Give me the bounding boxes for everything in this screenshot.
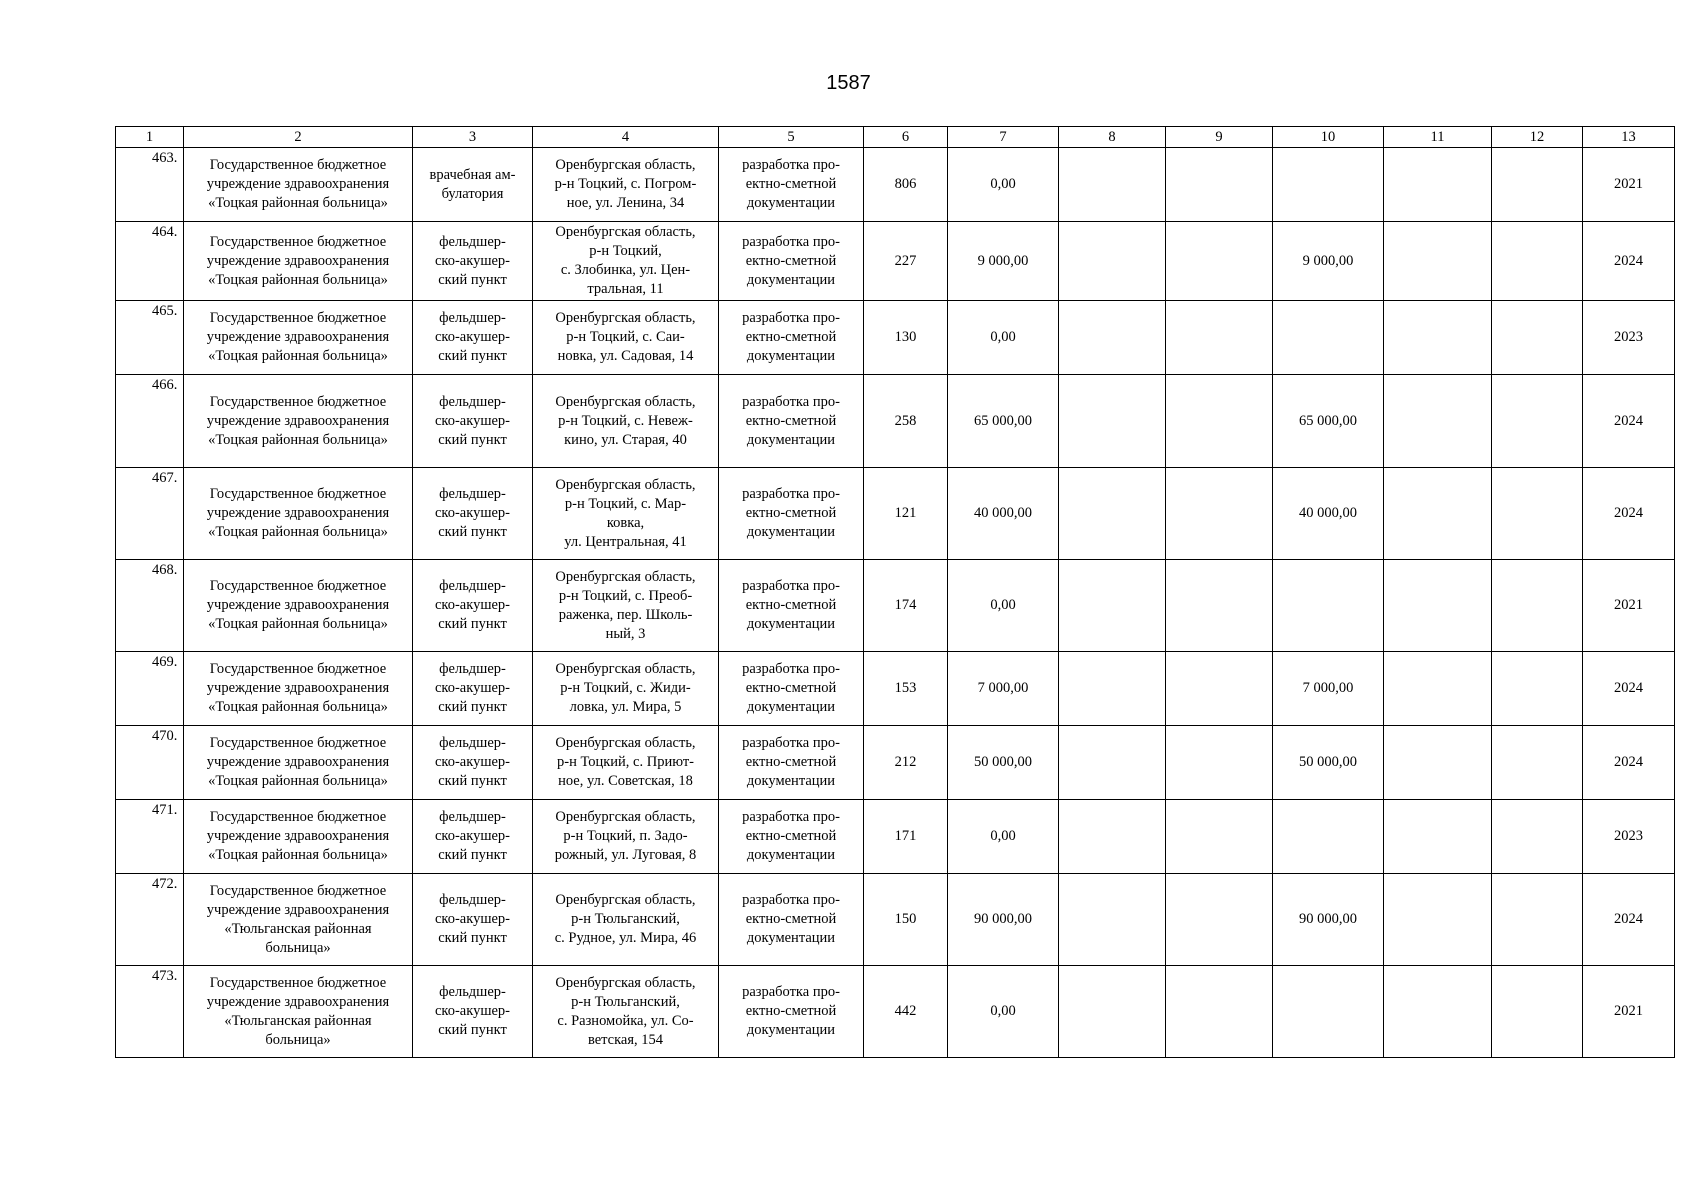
header-cell-5: 5: [719, 127, 864, 148]
col6-cell: 130: [864, 301, 948, 375]
facility-type-cell: фельдшер- ско-акушер- ский пункт: [413, 560, 533, 652]
organization-cell: Государственное бюджетное учреждение здравоохранения «Тюльганская районная больница»: [184, 874, 413, 966]
facility-type-cell: фельдшер- ско-акушер- ский пункт: [413, 874, 533, 966]
header-cell-12: 12: [1492, 127, 1583, 148]
col6-cell: 258: [864, 375, 948, 468]
col8-cell: [1059, 560, 1166, 652]
col8-cell: [1059, 148, 1166, 222]
table-row: [116, 468, 1675, 560]
table-row: [116, 874, 1675, 966]
page-number: 1587: [826, 72, 871, 94]
table-row: [116, 800, 1675, 874]
col11-cell: [1384, 148, 1492, 222]
address-cell: Оренбургская область, р-н Тоцкий, с. Мар- ковка, ул. Центральная, 41: [533, 468, 719, 560]
header-cell-9: 9: [1166, 127, 1273, 148]
col8-cell: [1059, 222, 1166, 301]
col13-cell: 2023: [1583, 301, 1675, 375]
row-number: 470.: [116, 726, 184, 800]
col6-cell: 212: [864, 726, 948, 800]
row-number: 472.: [116, 874, 184, 966]
row-number: 467.: [116, 468, 184, 560]
col11-cell: [1384, 468, 1492, 560]
col12-cell: [1492, 560, 1583, 652]
work-type-cell: разработка про- ектно-сметной документации: [719, 726, 864, 800]
col13-cell: 2021: [1583, 966, 1675, 1058]
header-cell-1: 1: [116, 127, 184, 148]
table-row: [116, 560, 1675, 652]
organization-cell: Государственное бюджетное учреждение здравоохранения «Тоцкая районная больница»: [184, 301, 413, 375]
col9-cell: [1166, 560, 1273, 652]
row-number: 465.: [116, 301, 184, 375]
table-row: [116, 301, 1675, 375]
col11-cell: [1384, 800, 1492, 874]
col10-cell: [1273, 560, 1384, 652]
col11-cell: [1384, 301, 1492, 375]
col9-cell: [1166, 966, 1273, 1058]
col12-cell: [1492, 652, 1583, 726]
col8-cell: [1059, 726, 1166, 800]
col9-cell: [1166, 652, 1273, 726]
col8-cell: [1059, 375, 1166, 468]
table-row: [116, 375, 1675, 468]
col7-cell: 0,00: [948, 800, 1059, 874]
col13-cell: 2021: [1583, 148, 1675, 222]
row-number: 473.: [116, 966, 184, 1058]
col7-cell: 0,00: [948, 301, 1059, 375]
address-cell: Оренбургская область, р-н Тюльганский, с. Разномойка, ул. Со- ветская, 154: [533, 966, 719, 1058]
col7-cell: 90 000,00: [948, 874, 1059, 966]
address-cell: Оренбургская область, р-н Тоцкий, с. Невеж- кино, ул. Старая, 40: [533, 375, 719, 468]
col6-cell: 153: [864, 652, 948, 726]
col13-cell: 2021: [1583, 560, 1675, 652]
col9-cell: [1166, 874, 1273, 966]
col12-cell: [1492, 966, 1583, 1058]
col13-cell: 2024: [1583, 652, 1675, 726]
work-type-cell: разработка про- ектно-сметной документации: [719, 301, 864, 375]
col13-cell: 2024: [1583, 375, 1675, 468]
col10-cell: 40 000,00: [1273, 468, 1384, 560]
col10-cell: [1273, 301, 1384, 375]
address-cell: Оренбургская область, р-н Тоцкий, п. Задо- рожный, ул. Луговая, 8: [533, 800, 719, 874]
row-number: 469.: [116, 652, 184, 726]
col9-cell: [1166, 222, 1273, 301]
col12-cell: [1492, 148, 1583, 222]
facility-type-cell: фельдшер- ско-акушер- ский пункт: [413, 966, 533, 1058]
organization-cell: Государственное бюджетное учреждение здравоохранения «Тоцкая районная больница»: [184, 375, 413, 468]
facility-type-cell: фельдшер- ско-акушер- ский пункт: [413, 222, 533, 301]
col8-cell: [1059, 301, 1166, 375]
col7-cell: 0,00: [948, 560, 1059, 652]
col9-cell: [1166, 148, 1273, 222]
col10-cell: [1273, 966, 1384, 1058]
address-cell: Оренбургская область, р-н Тоцкий, с. Жиди- ловка, ул. Мира, 5: [533, 652, 719, 726]
header-cell-7: 7: [948, 127, 1059, 148]
col9-cell: [1166, 726, 1273, 800]
row-number: 463.: [116, 148, 184, 222]
header-cell-10: 10: [1273, 127, 1384, 148]
work-type-cell: разработка про- ектно-сметной документации: [719, 652, 864, 726]
col9-cell: [1166, 375, 1273, 468]
table-row: [116, 966, 1675, 1058]
table-row: [116, 222, 1675, 301]
col12-cell: [1492, 800, 1583, 874]
facility-type-cell: фельдшер- ско-акушер- ский пункт: [413, 726, 533, 800]
work-type-cell: разработка про- ектно-сметной документации: [719, 468, 864, 560]
work-type-cell: разработка про- ектно-сметной документации: [719, 800, 864, 874]
col7-cell: 50 000,00: [948, 726, 1059, 800]
col7-cell: 65 000,00: [948, 375, 1059, 468]
col13-cell: 2023: [1583, 800, 1675, 874]
col11-cell: [1384, 726, 1492, 800]
facility-type-cell: фельдшер- ско-акушер- ский пункт: [413, 375, 533, 468]
col7-cell: 9 000,00: [948, 222, 1059, 301]
header-row: [116, 127, 1675, 148]
table-row: [116, 148, 1675, 222]
facility-type-cell: фельдшер- ско-акушер- ский пункт: [413, 301, 533, 375]
col10-cell: 7 000,00: [1273, 652, 1384, 726]
col8-cell: [1059, 652, 1166, 726]
organization-cell: Государственное бюджетное учреждение здравоохранения «Тоцкая районная больница»: [184, 726, 413, 800]
col13-cell: 2024: [1583, 468, 1675, 560]
work-type-cell: разработка про- ектно-сметной документации: [719, 222, 864, 301]
facility-type-cell: фельдшер- ско-акушер- ский пункт: [413, 652, 533, 726]
address-cell: Оренбургская область, р-н Тоцкий, с. Злобинка, ул. Цен- тральная, 11: [533, 222, 719, 301]
header-cell-3: 3: [413, 127, 533, 148]
col11-cell: [1384, 966, 1492, 1058]
col9-cell: [1166, 301, 1273, 375]
address-cell: Оренбургская область, р-н Тоцкий, с. Погром- ное, ул. Ленина, 34: [533, 148, 719, 222]
organization-cell: Государственное бюджетное учреждение здравоохранения «Тоцкая районная больница»: [184, 148, 413, 222]
address-cell: Оренбургская область, р-н Тоцкий, с. Саи- новка, ул. Садовая, 14: [533, 301, 719, 375]
col8-cell: [1059, 800, 1166, 874]
col13-cell: 2024: [1583, 874, 1675, 966]
col6-cell: 442: [864, 966, 948, 1058]
col12-cell: [1492, 222, 1583, 301]
organization-cell: Государственное бюджетное учреждение здравоохранения «Тоцкая районная больница»: [184, 800, 413, 874]
work-type-cell: разработка про- ектно-сметной документации: [719, 375, 864, 468]
col13-cell: 2024: [1583, 726, 1675, 800]
col7-cell: 7 000,00: [948, 652, 1059, 726]
col11-cell: [1384, 652, 1492, 726]
row-number: 471.: [116, 800, 184, 874]
work-type-cell: разработка про- ектно-сметной документации: [719, 560, 864, 652]
organization-cell: Государственное бюджетное учреждение здравоохранения «Тюльганская районная больница»: [184, 966, 413, 1058]
col12-cell: [1492, 726, 1583, 800]
col7-cell: 0,00: [948, 966, 1059, 1058]
header-cell-4: 4: [533, 127, 719, 148]
work-type-cell: разработка про- ектно-сметной документации: [719, 966, 864, 1058]
header-cell-11: 11: [1384, 127, 1492, 148]
header-cell-13: 13: [1583, 127, 1675, 148]
work-type-cell: разработка про- ектно-сметной документации: [719, 148, 864, 222]
col6-cell: 174: [864, 560, 948, 652]
col6-cell: 150: [864, 874, 948, 966]
col12-cell: [1492, 874, 1583, 966]
col12-cell: [1492, 375, 1583, 468]
col10-cell: 90 000,00: [1273, 874, 1384, 966]
col12-cell: [1492, 301, 1583, 375]
facility-type-cell: фельдшер- ско-акушер- ский пункт: [413, 468, 533, 560]
col12-cell: [1492, 468, 1583, 560]
organization-cell: Государственное бюджетное учреждение здравоохранения «Тоцкая районная больница»: [184, 468, 413, 560]
address-cell: Оренбургская область, р-н Тоцкий, с. Преоб- раженка, пер. Школь- ный, 3: [533, 560, 719, 652]
col9-cell: [1166, 468, 1273, 560]
organization-cell: Государственное бюджетное учреждение здравоохранения «Тоцкая районная больница»: [184, 560, 413, 652]
col8-cell: [1059, 874, 1166, 966]
organization-cell: Государственное бюджетное учреждение здравоохранения «Тоцкая районная больница»: [184, 652, 413, 726]
col8-cell: [1059, 966, 1166, 1058]
col9-cell: [1166, 800, 1273, 874]
col7-cell: 0,00: [948, 148, 1059, 222]
col6-cell: 806: [864, 148, 948, 222]
work-type-cell: разработка про- ектно-сметной документации: [719, 874, 864, 966]
row-number: 468.: [116, 560, 184, 652]
address-cell: Оренбургская область, р-н Тюльганский, с. Рудное, ул. Мира, 46: [533, 874, 719, 966]
col11-cell: [1384, 560, 1492, 652]
address-cell: Оренбургская область, р-н Тоцкий, с. Приют- ное, ул. Советская, 18: [533, 726, 719, 800]
organization-cell: Государственное бюджетное учреждение здравоохранения «Тоцкая районная больница»: [184, 222, 413, 301]
col10-cell: 65 000,00: [1273, 375, 1384, 468]
table-row: [116, 726, 1675, 800]
col6-cell: 121: [864, 468, 948, 560]
facility-type-cell: фельдшер- ско-акушер- ский пункт: [413, 800, 533, 874]
col10-cell: [1273, 148, 1384, 222]
register-table: [115, 126, 1675, 1058]
col6-cell: 227: [864, 222, 948, 301]
col10-cell: [1273, 800, 1384, 874]
header-cell-2: 2: [184, 127, 413, 148]
col7-cell: 40 000,00: [948, 468, 1059, 560]
col11-cell: [1384, 222, 1492, 301]
facility-type-cell: врачебная ам- булатория: [413, 148, 533, 222]
col11-cell: [1384, 375, 1492, 468]
col6-cell: 171: [864, 800, 948, 874]
col10-cell: 9 000,00: [1273, 222, 1384, 301]
header-cell-8: 8: [1059, 127, 1166, 148]
col11-cell: [1384, 874, 1492, 966]
table-row: [116, 652, 1675, 726]
row-number: 466.: [116, 375, 184, 468]
header-cell-6: 6: [864, 127, 948, 148]
col13-cell: 2024: [1583, 222, 1675, 301]
col10-cell: 50 000,00: [1273, 726, 1384, 800]
row-number: 464.: [116, 222, 184, 301]
col8-cell: [1059, 468, 1166, 560]
